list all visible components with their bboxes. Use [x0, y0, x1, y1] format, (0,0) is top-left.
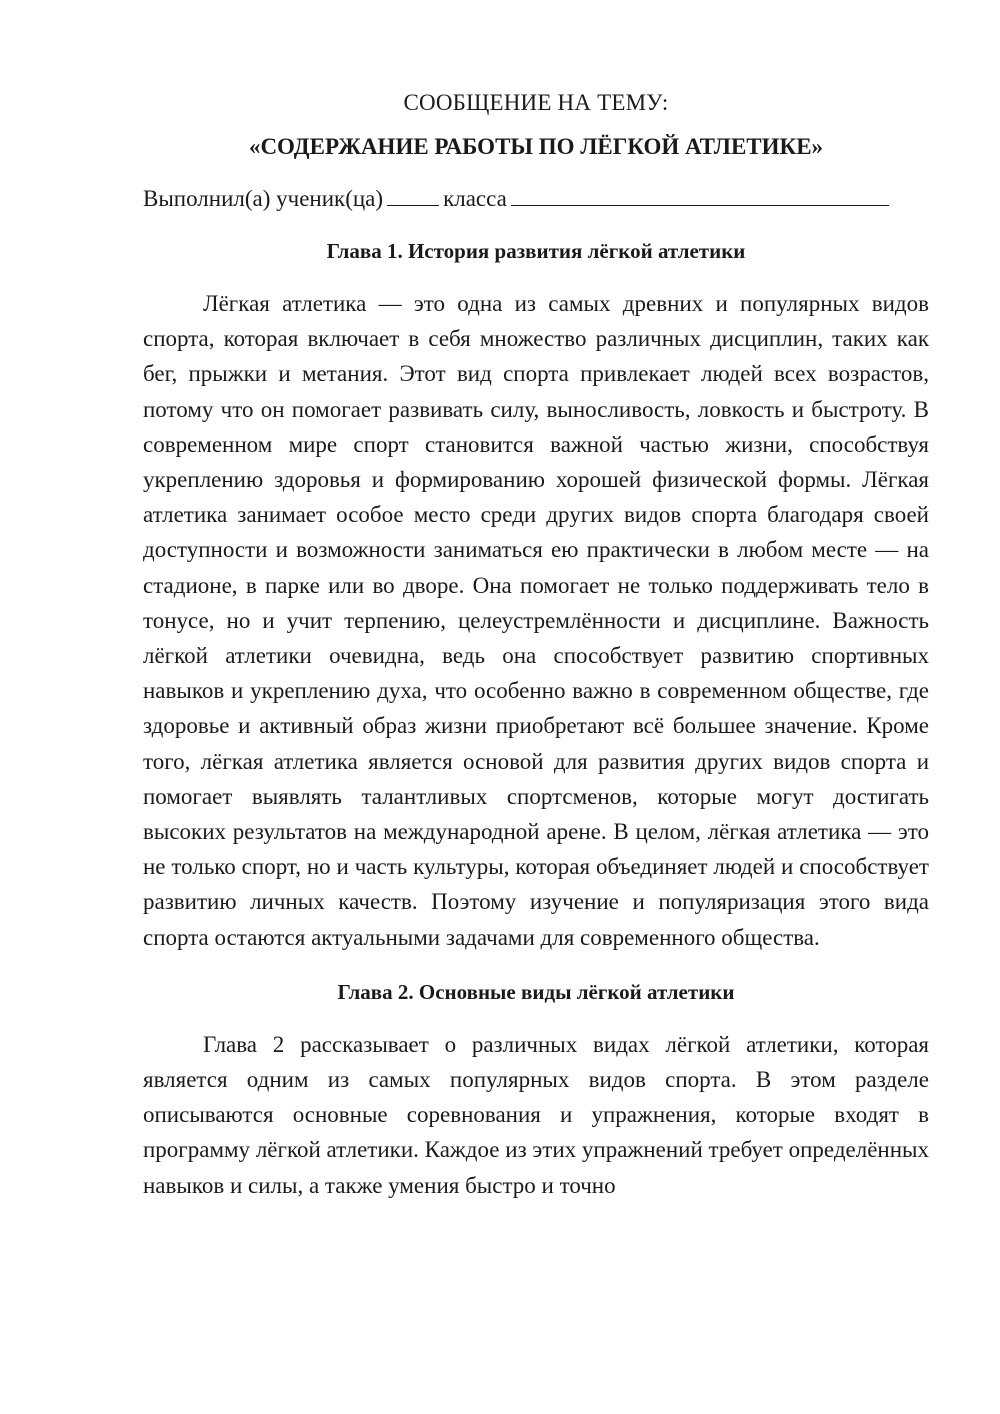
document-page	[143, 88, 929, 1203]
document-topic-line: СООБЩЕНИЕ НА ТЕМУ:	[403, 90, 669, 115]
author-line	[143, 184, 929, 214]
author-prefix: Выполнил(а) ученик(ца)	[143, 186, 384, 211]
class-label: класса	[443, 186, 507, 211]
chapter-2-paragraph: Глава 2 рассказывает о различных видах лёгкой атлетики, которая является одним из самых популярных видов спорта. В этом разделе описываются основные соревнования и упражнения, которые входят в программу лёгкой атлетики. Каждое из этих упражнений требует определённых навыков и силы, а также умения быстро и точно	[143, 1031, 929, 1198]
grade-blank-field[interactable]	[387, 185, 439, 206]
chapter-2-heading: Глава 2. Основные виды лёгкой атлетики	[337, 979, 735, 1004]
document-title: «СОДЕРЖАНИЕ РАБОТЫ ПО ЛЁГКОЙ АТЛЕТИКЕ»	[248, 134, 824, 159]
name-blank-field[interactable]	[511, 185, 889, 206]
chapter-1-paragraph: Лёгкая атлетика — это одна из самых древних и популярных видов спорта, которая включает в себя множество различных дисциплин, таких как бег, прыжки и метания. Этот вид спорта привлекает людей всех возрастов, потому что он помогает развивать силу, выносливость, ловкость и быстроту. В современном мире спорт становится важной частью жизни, способствуя укреплению здоровья и формированию хорошей физической формы. Лёгкая атлетика занимает особое место среди других видов спорта благодаря своей доступности и возможности заниматься ею практически в любом месте — на стадионе, в парке или во дворе. Она помогает не только поддерживать тело в тонусе, но и учит терпению, целеустремлённости и дисциплине. Важность лёгкой атлетики очевидна, ведь она способствует развитию спортивных навыков и укреплению духа, что особенно важно в современном обществе, где здоровье и активный образ жизни приобретают всё большее значение. Кроме того, лёгкая атлетика является основой для развития других видов спорта и помогает выявлять талантливых спортсменов, которые могут достигать высоких результатов на международной арене. В целом, лёгкая атлетика — это не только спорт, но и часть культуры, которая объединяет людей и способствует развитию личных качеств. Поэтому изучение и популяризация этого вида спорта остаются актуальными задачами для современного общества.	[143, 291, 929, 950]
chapter-1-heading: Глава 1. История развития лёгкой атлетики	[326, 239, 746, 263]
